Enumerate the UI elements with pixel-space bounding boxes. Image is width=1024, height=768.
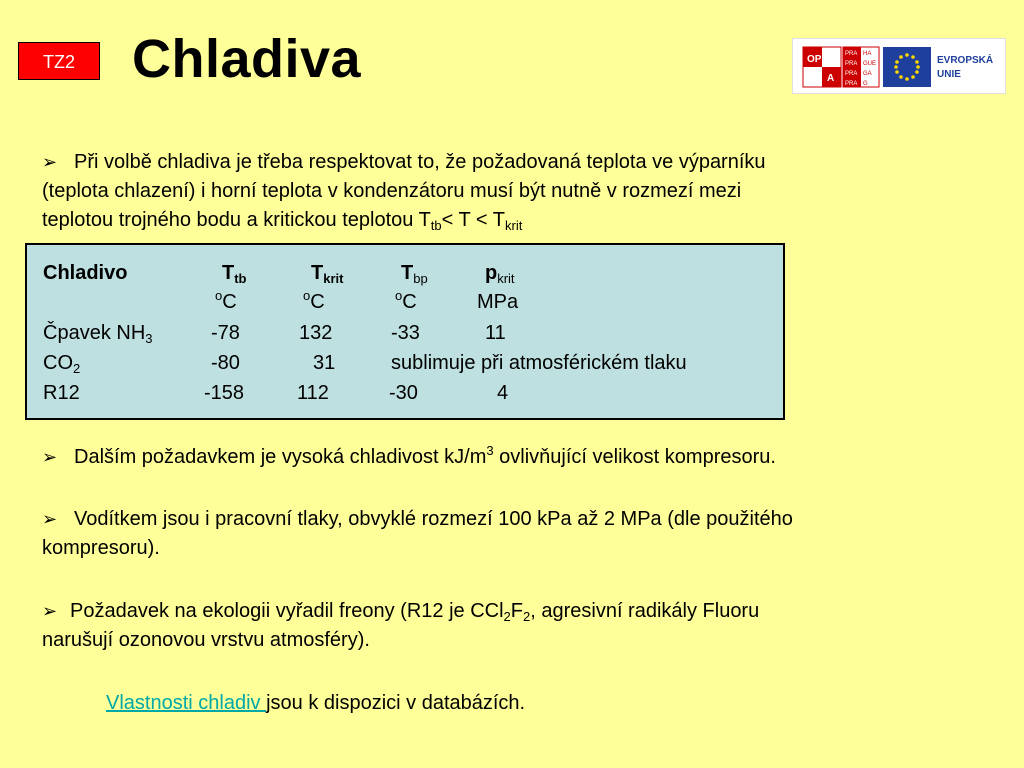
row-name: $CO_2$ — [43, 352, 81, 376]
header-t-tb: $T_{tb}$ — [222, 262, 247, 286]
svg-text:UNIE: UNIE — [937, 69, 961, 80]
header-t-krit: $T_{krit}$ — [311, 262, 344, 286]
svg-text:PRA: PRA — [845, 61, 858, 67]
svg-text:PRA: PRA — [845, 51, 858, 57]
row-p-krit: 11 — [485, 322, 506, 344]
header-chladivo: Chladivo — [43, 262, 128, 284]
row-t-tb: -80 — [211, 352, 240, 374]
header-p-krit: $p_{krit}$ — [485, 262, 515, 286]
database-note: Vlastnosti chladiv jsou k dispozici v databázích. — [106, 692, 526, 714]
paragraph-ecology: ➢ Požadavek na ekologii vyřadil freony (R12 je $CCl_2F_2$, agresivní radikály Fluoru narušují ozonovou vrstvu atmosféry). — [42, 597, 759, 655]
slide-title: Chladiva — [132, 29, 362, 89]
bullet-icon: ➢ — [42, 509, 58, 529]
svg-text:A: A — [827, 73, 835, 84]
row-t-tb: -78 — [211, 322, 240, 344]
unit-p-krit: MPa — [477, 291, 519, 313]
svg-text:HA: HA — [863, 51, 872, 57]
header-t-bp: $T_{bp}$ — [401, 262, 428, 286]
unit-t-krit: $^o$C — [303, 288, 325, 313]
bullet-icon: ➢ — [42, 152, 58, 172]
row-name: R12 — [43, 382, 80, 404]
row-name: Čpavek $NH_3$ — [43, 322, 153, 346]
row-t-krit: 132 — [299, 322, 333, 344]
svg-text:GUE: GUE — [863, 61, 877, 67]
svg-text:PRA: PRA — [845, 71, 858, 77]
unit-t-bp: $^o$C — [395, 288, 417, 313]
row-t-krit: 31 — [313, 352, 336, 374]
refrigerant-table — [25, 243, 785, 420]
row-t-bp: -30 — [389, 382, 418, 404]
unit-t-tb: $^o$C — [215, 288, 237, 313]
paragraph-cooling-capacity: ➢ Dalším požadavkem je vysoká chladivost $kJ/m^3$ ovlivňující velikost kompresoru. — [42, 443, 776, 472]
svg-text:OPP: OPP — [807, 54, 829, 65]
bullet-icon: ➢ — [42, 447, 58, 467]
svg-text:PRA: PRA — [845, 81, 858, 87]
oppa-eu-logo — [792, 38, 1006, 94]
svg-text:G: G — [863, 81, 868, 87]
row-t-tb: -158 — [204, 382, 245, 404]
paragraph-temperature-range: ➢ Při volbě chladiva je třeba respektovat to, že požadovaná teplota ve výparníku (teplota chlazení) i horní teplota v kondenzátoru musí být nutně v rozmezí mezi teplotou trojného bodu a kritickou teplotou $T_{tb}< T < T_{krit}$ — [42, 148, 766, 235]
row-t-krit: 112 — [297, 382, 329, 404]
slide-badge: TZ2 — [18, 42, 100, 80]
bullet-icon: ➢ — [42, 601, 58, 621]
row-t-bp: sublimuje při atmosférickém tlaku — [391, 352, 687, 374]
row-t-bp: -33 — [391, 322, 420, 344]
row-p-krit: 4 — [497, 382, 509, 404]
paragraph-pressures: ➢ Vodítkem jsou i pracovní tlaky, obvyklé rozmezí 100 kPa až 2 MPa (dle použitého kompresoru). — [42, 505, 793, 563]
svg-text:EVROPSKÁ: EVROPSKÁ — [937, 55, 994, 66]
refrigerant-properties-link[interactable]: Vlastnosti chladiv — [106, 692, 267, 714]
svg-text:GA: GA — [863, 71, 872, 77]
